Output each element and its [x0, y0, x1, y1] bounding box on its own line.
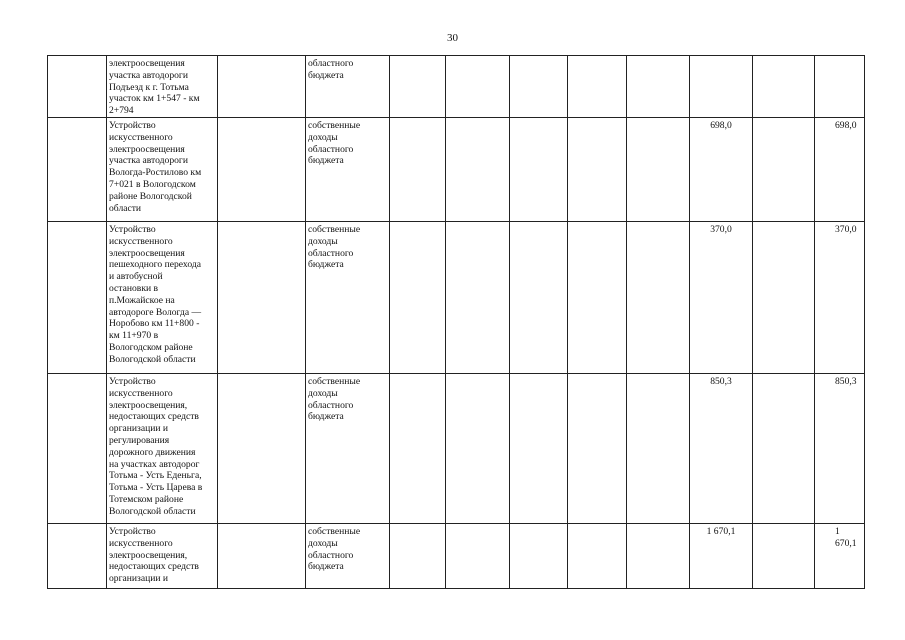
cell-empty [510, 524, 568, 589]
cell-empty [568, 374, 627, 524]
cell-empty [753, 374, 815, 524]
cell-empty [627, 118, 690, 222]
cell-empty [510, 374, 568, 524]
cell-empty [753, 56, 815, 118]
cell-total [815, 56, 865, 118]
cell-description: Устройство искусственного электроосвещения участка автодороги Вологда-Ростилово км 7+021 в Вологодском районе Вологодской области [107, 118, 218, 222]
table-row [48, 524, 865, 589]
cell-empty [390, 118, 446, 222]
table-row [48, 56, 865, 118]
cell-description: электроосвещения участка автодороги Подъезд к г. Тотьма участок км 1+547 - км 2+794 [107, 56, 218, 118]
cell-amount [690, 56, 753, 118]
cell-empty [48, 524, 107, 589]
cell-funding-source: собственные доходы областного бюджета [306, 118, 390, 222]
cell-empty [568, 222, 627, 374]
cell-empty [510, 118, 568, 222]
cell-empty [753, 118, 815, 222]
cell-description: Устройство искусственного электроосвещения пешеходного перехода и автобусной остановки в п.Можайское на автодороге Вологда — Норобово км 11+800 - км 11+970 в Вологодском районе Вологодской области [107, 222, 218, 374]
cell-empty [446, 524, 510, 589]
cell-funding-source: областного бюджета [306, 56, 390, 118]
cell-funding-source: собственные доходы областного бюджета [306, 222, 390, 374]
cell-empty [446, 118, 510, 222]
cell-empty [48, 222, 107, 374]
cell-amount: 698,0 [690, 118, 753, 222]
cell-empty [627, 374, 690, 524]
cell-total: 370,0 [815, 222, 865, 374]
cell-empty [446, 374, 510, 524]
cell-total: 1 670,1 [815, 524, 865, 589]
cell-empty [218, 118, 306, 222]
cell-empty [218, 524, 306, 589]
cell-empty [627, 222, 690, 374]
cell-empty [446, 222, 510, 374]
cell-empty [218, 374, 306, 524]
cell-funding-source: собственные доходы областного бюджета [306, 524, 390, 589]
cell-empty [510, 56, 568, 118]
cell-empty [218, 56, 306, 118]
cell-empty [446, 56, 510, 118]
cell-empty [390, 222, 446, 374]
cell-empty [390, 56, 446, 118]
page-number: 30 [447, 32, 458, 44]
cell-total: 698,0 [815, 118, 865, 222]
cell-description: Устройство искусственного электроосвещения, недостающих средств организации и регулирования дорожного движения на участках автодорог Тотьма - Усть Еденьга, Тотьма - Усть Царева в Тотемском районе Вологодской области [107, 374, 218, 524]
cell-empty [753, 222, 815, 374]
cell-empty [48, 118, 107, 222]
budget-table [47, 55, 865, 589]
cell-funding-source: собственные доходы областного бюджета [306, 374, 390, 524]
cell-empty [627, 524, 690, 589]
cell-empty [48, 56, 107, 118]
cell-empty [568, 118, 627, 222]
table-row [48, 118, 865, 222]
table-row [48, 374, 865, 524]
cell-empty [568, 56, 627, 118]
cell-empty [390, 524, 446, 589]
table-row [48, 222, 865, 374]
cell-empty [568, 524, 627, 589]
cell-amount: 1 670,1 [690, 524, 753, 589]
cell-empty [627, 56, 690, 118]
cell-empty [510, 222, 568, 374]
cell-amount: 850,3 [690, 374, 753, 524]
cell-description: Устройство искусственного электроосвещения, недостающих средств организации и [107, 524, 218, 589]
cell-empty [48, 374, 107, 524]
cell-empty [753, 524, 815, 589]
cell-empty [218, 222, 306, 374]
cell-total: 850,3 [815, 374, 865, 524]
cell-amount: 370,0 [690, 222, 753, 374]
cell-empty [390, 374, 446, 524]
